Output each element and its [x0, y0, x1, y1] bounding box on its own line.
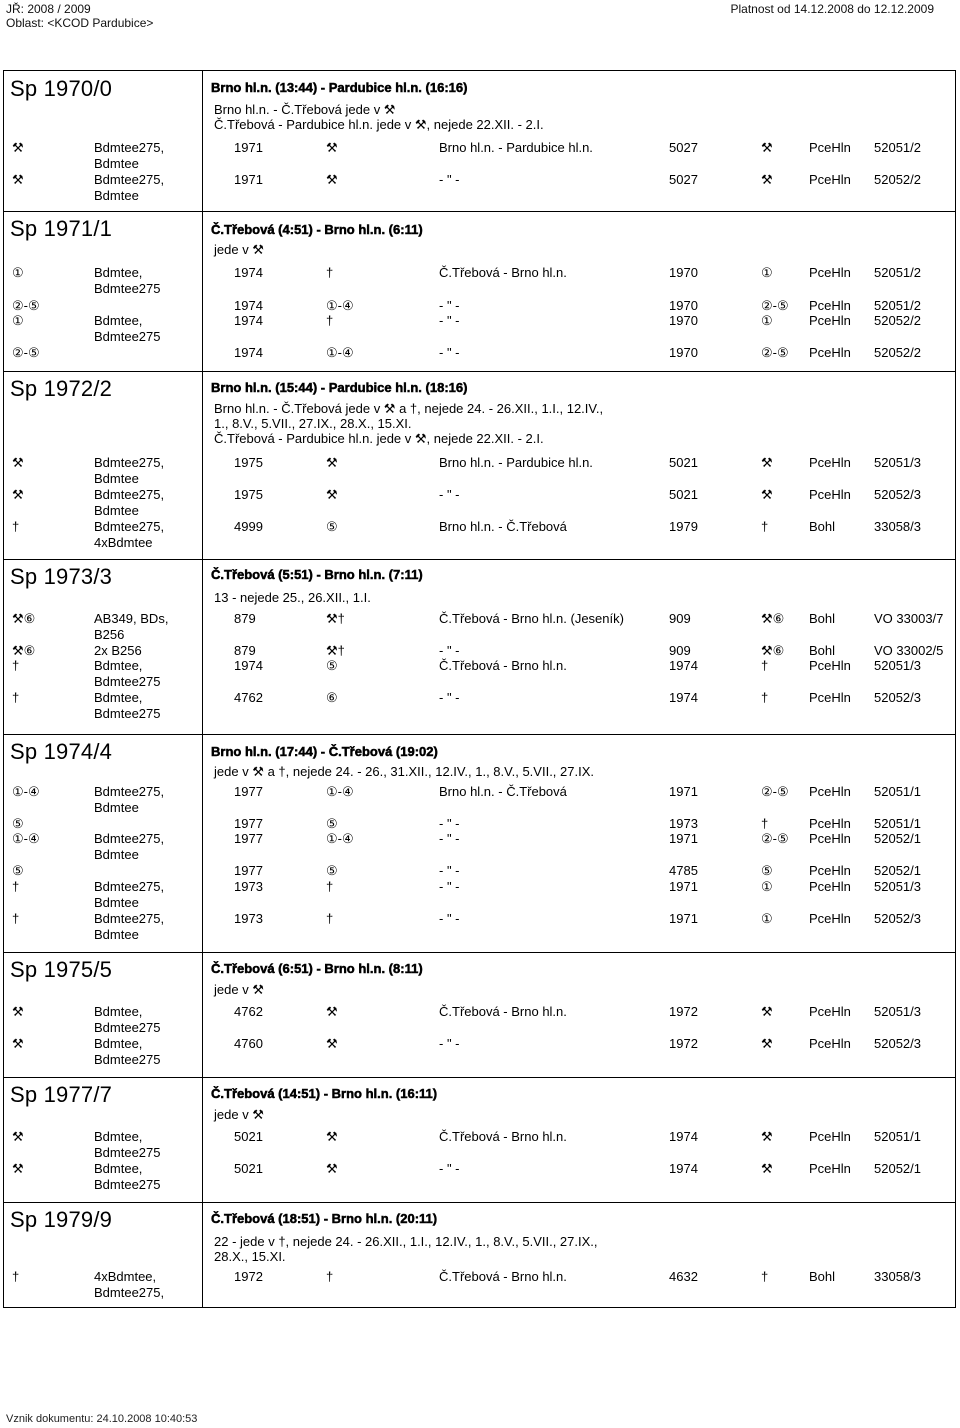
stock-composition: Bdmtee275	[94, 281, 161, 296]
route-heading: Č.Třebová (6:51) - Brno hl.n. (8:11)	[211, 961, 423, 976]
route-note: jede v ⚒	[214, 1107, 264, 1122]
days-symbol: ⚒	[12, 455, 24, 470]
days-symbol: ⚒⑥	[12, 643, 36, 658]
turn-code: 52051/2	[874, 140, 921, 155]
route-note: jede v ⚒	[214, 982, 264, 997]
turn-code: VO 33003/7	[874, 611, 944, 626]
turn-code: 52052/3	[874, 690, 921, 705]
run-days: †	[326, 313, 334, 328]
train-id: Sp 1973/3	[10, 564, 113, 589]
stock-composition: Bdmtee275	[94, 329, 161, 344]
route-note: jede v ⚒ a †, nejede 24. - 26., 31.XII., 12.IV., 1., 8.V., 5.VII., 27.IX.	[214, 764, 594, 779]
link-days: ⚒	[761, 1129, 773, 1144]
train-number: 1971	[234, 140, 263, 155]
turn-code: 33058/3	[874, 1269, 921, 1284]
days-symbol: ①	[12, 265, 24, 280]
link-days: ⚒	[761, 140, 773, 155]
train-number: 1971	[234, 172, 263, 187]
days-symbol: ①	[12, 313, 24, 328]
depot: PceHln	[809, 455, 851, 470]
days-symbol: †	[12, 658, 20, 673]
turn-code: 52051/2	[874, 298, 921, 313]
row-route: - " -	[439, 690, 460, 705]
train-number: 1977	[234, 863, 263, 878]
run-days: ⑤	[326, 519, 338, 534]
train-id: Sp 1974/4	[10, 739, 113, 764]
route-note: Brno hl.n. - Č.Třebová jede v ⚒ a †, nejede 24. - 26.XII., 1.I., 12.IV.,	[214, 401, 604, 416]
run-days: ⚒	[326, 1129, 338, 1144]
days-symbol: ⚒	[12, 1036, 24, 1051]
link-number: 1974	[669, 658, 698, 673]
depot: PceHln	[809, 265, 851, 280]
link-number: 909	[669, 611, 691, 626]
turn-code: 52052/1	[874, 1161, 921, 1176]
train-number: 1973	[234, 879, 263, 894]
days-symbol: †	[12, 879, 20, 894]
row-route: Č.Třebová - Brno hl.n.	[439, 265, 567, 280]
link-number: 909	[669, 643, 691, 658]
link-number: 1974	[669, 1129, 698, 1144]
stock-composition: Bdmtee,	[94, 1036, 143, 1051]
link-number: 1972	[669, 1004, 698, 1019]
route-heading: Č.Třebová (4:51) - Brno hl.n. (6:11)	[211, 222, 423, 237]
stock-composition: Bdmtee,	[94, 313, 143, 328]
link-number: 1971	[669, 911, 698, 926]
train-id: Sp 1970/0	[10, 76, 113, 101]
timetable	[3, 70, 956, 1308]
train-number: 879	[234, 643, 256, 658]
depot: PceHln	[809, 298, 851, 313]
row-route: - " -	[439, 863, 460, 878]
run-days: ⚒	[326, 1004, 338, 1019]
train-id: Sp 1971/1	[10, 216, 113, 241]
link-days: †	[761, 519, 769, 534]
train-number: 4762	[234, 690, 263, 705]
header-left-line2: Oblast: <KCOD Pardubice>	[6, 16, 154, 30]
link-number: 5027	[669, 140, 698, 155]
train-number: 4762	[234, 1004, 263, 1019]
depot: Bohl	[809, 643, 836, 658]
route-note: 22 - jede v †, nejede 24. - 26.XII., 1.I., 12.IV., 1., 8.V., 5.VII., 27.IX.,	[214, 1234, 598, 1249]
train-number: 1977	[234, 784, 263, 799]
stock-composition: Bdmtee	[94, 188, 139, 203]
days-symbol: ①-④	[12, 784, 40, 799]
link-number: 1970	[669, 313, 698, 328]
row-route: - " -	[439, 487, 460, 502]
train-number: 4760	[234, 1036, 263, 1051]
depot: PceHln	[809, 1161, 851, 1176]
stock-composition: B256	[94, 627, 125, 642]
link-days: ②-⑤	[761, 298, 789, 313]
link-days: ⚒⑥	[761, 643, 785, 658]
depot: PceHln	[809, 816, 851, 831]
turn-code: 52052/1	[874, 831, 921, 846]
stock-composition: Bdmtee275,	[94, 487, 165, 502]
run-days: ⚒	[326, 1036, 338, 1051]
days-symbol: †	[12, 690, 20, 705]
train-section	[4, 952, 955, 1078]
run-days: ①-④	[326, 784, 354, 799]
depot: PceHln	[809, 831, 851, 846]
days-symbol: ⚒⑥	[12, 611, 36, 626]
turn-code: 52052/3	[874, 487, 921, 502]
link-days: ⚒	[761, 1161, 773, 1176]
stock-composition: Bdmtee,	[94, 658, 143, 673]
link-number: 1974	[669, 690, 698, 705]
link-number: 1974	[669, 1161, 698, 1176]
depot: PceHln	[809, 690, 851, 705]
turn-code: VO 33002/5	[874, 643, 944, 658]
days-symbol: ⚒	[12, 140, 24, 155]
footer-created: Vznik dokumentu: 24.10.2008 10:40:53	[6, 1413, 198, 1425]
link-days: †	[761, 1269, 769, 1284]
days-symbol: †	[12, 1269, 20, 1284]
route-note: 28.X., 15.XI.	[214, 1249, 286, 1264]
train-number: 1974	[234, 313, 263, 328]
link-number: 1970	[669, 298, 698, 313]
depot: PceHln	[809, 1036, 851, 1051]
run-days: ⑥	[326, 690, 338, 705]
train-section	[4, 1202, 955, 1310]
stock-composition: Bdmtee	[94, 156, 139, 171]
days-symbol: †	[12, 911, 20, 926]
train-section	[4, 371, 955, 560]
link-days: ⚒⑥	[761, 611, 785, 626]
depot: Bohl	[809, 519, 836, 534]
turn-code: 52051/3	[874, 455, 921, 470]
stock-composition: Bdmtee275,	[94, 831, 165, 846]
row-route: Brno hl.n. - Č.Třebová	[439, 519, 567, 534]
days-symbol: ⑤	[12, 863, 24, 878]
train-section	[4, 211, 955, 372]
turn-code: 52051/3	[874, 1004, 921, 1019]
days-symbol: ⚒	[12, 172, 24, 187]
stock-composition: 2x B256	[94, 643, 142, 658]
depot: Bohl	[809, 611, 836, 626]
stock-composition: Bdmtee275	[94, 1020, 161, 1035]
route-note: 1., 8.V., 5.VII., 27.IX., 28.X., 15.XI.	[214, 416, 412, 431]
run-days: ⑤	[326, 863, 338, 878]
run-days: ①-④	[326, 298, 354, 313]
run-days: ⚒	[326, 1161, 338, 1176]
depot: PceHln	[809, 658, 851, 673]
stock-composition: Bdmtee275,	[94, 140, 165, 155]
link-number: 1971	[669, 784, 698, 799]
run-days: ⑤	[326, 816, 338, 831]
stock-composition: Bdmtee	[94, 800, 139, 815]
train-id: Sp 1975/5	[10, 957, 113, 982]
run-days: †	[326, 911, 334, 926]
row-route: - " -	[439, 831, 460, 846]
days-symbol: ②-⑤	[12, 345, 40, 360]
route-heading: Brno hl.n. (17:44) - Č.Třebová (19:02)	[211, 744, 438, 759]
link-days: †	[761, 816, 769, 831]
train-number: 1975	[234, 455, 263, 470]
header-right: Platnost od 14.12.2008 do 12.12.2009	[730, 2, 934, 16]
turn-code: 52052/2	[874, 172, 921, 187]
train-number: 5021	[234, 1129, 263, 1144]
row-route: Č.Třebová - Brno hl.n. (Jeseník)	[439, 611, 624, 626]
run-days: ①-④	[326, 345, 354, 360]
depot: PceHln	[809, 345, 851, 360]
route-note: jede v ⚒	[214, 242, 264, 257]
train-number: 1973	[234, 911, 263, 926]
train-section	[4, 1077, 955, 1203]
link-number: 1971	[669, 879, 698, 894]
link-days: ⚒	[761, 1004, 773, 1019]
route-heading: Č.Třebová (5:51) - Brno hl.n. (7:11)	[211, 567, 423, 582]
days-symbol: †	[12, 519, 20, 534]
train-number: 879	[234, 611, 256, 626]
stock-composition: Bdmtee275,	[94, 879, 165, 894]
stock-composition: Bdmtee,	[94, 265, 143, 280]
link-days: ①	[761, 265, 773, 280]
run-days: ⑤	[326, 658, 338, 673]
turn-code: 52051/3	[874, 879, 921, 894]
turn-code: 52052/3	[874, 1036, 921, 1051]
row-route: - " -	[439, 172, 460, 187]
run-days: †	[326, 265, 334, 280]
depot: PceHln	[809, 1004, 851, 1019]
stock-composition: Bdmtee	[94, 847, 139, 862]
days-symbol: ⑤	[12, 816, 24, 831]
route-heading: Brno hl.n. (13:44) - Pardubice hl.n. (16:16)	[211, 80, 468, 95]
stock-composition: Bdmtee	[94, 895, 139, 910]
turn-code: 52051/1	[874, 784, 921, 799]
train-id: Sp 1979/9	[10, 1207, 113, 1232]
turn-code: 52052/2	[874, 313, 921, 328]
link-number: 1970	[669, 345, 698, 360]
row-route: - " -	[439, 298, 460, 313]
turn-code: 52051/1	[874, 1129, 921, 1144]
row-route: - " -	[439, 313, 460, 328]
link-number: 1973	[669, 816, 698, 831]
link-days: ①	[761, 911, 773, 926]
depot: PceHln	[809, 487, 851, 502]
row-route: - " -	[439, 643, 460, 658]
link-days: ⚒	[761, 487, 773, 502]
depot: PceHln	[809, 784, 851, 799]
row-route: - " -	[439, 1036, 460, 1051]
stock-composition: AB349, BDs,	[94, 611, 169, 626]
train-number: 5021	[234, 1161, 263, 1176]
stock-composition: Bdmtee	[94, 927, 139, 942]
depot: Bohl	[809, 1269, 836, 1284]
stock-composition: Bdmtee275	[94, 1052, 161, 1067]
turn-code: 52052/1	[874, 863, 921, 878]
row-route: Brno hl.n. - Pardubice hl.n.	[439, 140, 593, 155]
stock-composition: Bdmtee,	[94, 1004, 143, 1019]
row-route: - " -	[439, 345, 460, 360]
days-symbol: ⚒	[12, 1004, 24, 1019]
turn-code: 52051/2	[874, 265, 921, 280]
route-heading: Brno hl.n. (15:44) - Pardubice hl.n. (18:16)	[211, 380, 468, 395]
route-note: 13 - nejede 25., 26.XII., 1.I.	[214, 590, 371, 605]
run-days: ⚒	[326, 140, 338, 155]
turn-code: 52052/2	[874, 345, 921, 360]
stock-composition: Bdmtee275,	[94, 519, 165, 534]
train-id: Sp 1977/7	[10, 1082, 113, 1107]
stock-composition: Bdmtee	[94, 503, 139, 518]
link-days: ⚒	[761, 172, 773, 187]
link-days: ②-⑤	[761, 831, 789, 846]
stock-composition: 4xBdmtee	[94, 535, 153, 550]
link-days: ②-⑤	[761, 784, 789, 799]
run-days: ⚒†	[326, 611, 345, 626]
stock-composition: Bdmtee,	[94, 690, 143, 705]
depot: PceHln	[809, 313, 851, 328]
stock-composition: Bdmtee275,	[94, 911, 165, 926]
header-left-line1: JŘ: 2008 / 2009	[6, 2, 91, 16]
run-days: †	[326, 1269, 334, 1284]
days-symbol: ⚒	[12, 1129, 24, 1144]
depot: PceHln	[809, 863, 851, 878]
link-number: 5021	[669, 487, 698, 502]
row-route: Č.Třebová - Brno hl.n.	[439, 1269, 567, 1284]
row-route: - " -	[439, 1161, 460, 1176]
turn-code: 52052/3	[874, 911, 921, 926]
link-number: 1971	[669, 831, 698, 846]
turn-code: 52051/1	[874, 816, 921, 831]
turn-code: 33058/3	[874, 519, 921, 534]
run-days: ⚒	[326, 487, 338, 502]
days-symbol: ⚒	[12, 487, 24, 502]
depot: PceHln	[809, 879, 851, 894]
row-route: - " -	[439, 816, 460, 831]
turn-code: 52051/3	[874, 658, 921, 673]
link-days: ①	[761, 879, 773, 894]
link-number: 1972	[669, 1036, 698, 1051]
run-days: ⚒	[326, 172, 338, 187]
stock-composition: Bdmtee275,	[94, 172, 165, 187]
row-route: Č.Třebová - Brno hl.n.	[439, 658, 567, 673]
row-route: Brno hl.n. - Č.Třebová	[439, 784, 567, 799]
stock-composition: Bdmtee275,	[94, 455, 165, 470]
link-days: ⚒	[761, 455, 773, 470]
route-note: Č.Třebová - Pardubice hl.n. jede v ⚒, nejede 22.XII. - 2.I.	[214, 117, 544, 132]
days-symbol: ②-⑤	[12, 298, 40, 313]
row-route: Č.Třebová - Brno hl.n.	[439, 1129, 567, 1144]
run-days: ①-④	[326, 831, 354, 846]
train-number: 1974	[234, 298, 263, 313]
depot: PceHln	[809, 911, 851, 926]
row-route: Č.Třebová - Brno hl.n.	[439, 1004, 567, 1019]
run-days: ⚒	[326, 455, 338, 470]
stock-composition: Bdmtee275	[94, 1177, 161, 1192]
stock-composition: Bdmtee275,	[94, 784, 165, 799]
link-days: †	[761, 658, 769, 673]
link-days: ⑤	[761, 863, 773, 878]
days-symbol: ⚒	[12, 1161, 24, 1176]
train-section	[4, 734, 955, 953]
train-section	[4, 71, 955, 211]
train-number: 4999	[234, 519, 263, 534]
link-number: 1979	[669, 519, 698, 534]
stock-composition: Bdmtee275,	[94, 1285, 165, 1300]
row-route: - " -	[439, 911, 460, 926]
stock-composition: Bdmtee275	[94, 674, 161, 689]
link-number: 5021	[669, 455, 698, 470]
stock-composition: Bdmtee,	[94, 1161, 143, 1176]
link-days: ②-⑤	[761, 345, 789, 360]
depot: PceHln	[809, 1129, 851, 1144]
stock-composition: Bdmtee	[94, 471, 139, 486]
days-symbol: ①-④	[12, 831, 40, 846]
link-days: †	[761, 690, 769, 705]
train-section	[4, 559, 955, 735]
row-route: Brno hl.n. - Pardubice hl.n.	[439, 455, 593, 470]
train-number: 1977	[234, 831, 263, 846]
train-number: 1975	[234, 487, 263, 502]
route-heading: Č.Třebová (18:51) - Brno hl.n. (20:11)	[211, 1211, 438, 1226]
run-days: ⚒†	[326, 643, 345, 658]
depot: PceHln	[809, 172, 851, 187]
train-number: 1974	[234, 345, 263, 360]
link-days: ①	[761, 313, 773, 328]
link-number: 1970	[669, 265, 698, 280]
route-note: Č.Třebová - Pardubice hl.n. jede v ⚒, nejede 22.XII. - 2.I.	[214, 431, 544, 446]
route-note: Brno hl.n. - Č.Třebová jede v ⚒	[214, 102, 396, 117]
row-route: - " -	[439, 879, 460, 894]
train-number: 1972	[234, 1269, 263, 1284]
stock-composition: Bdmtee,	[94, 1129, 143, 1144]
depot: PceHln	[809, 140, 851, 155]
stock-composition: 4xBdmtee,	[94, 1269, 157, 1284]
link-number: 5027	[669, 172, 698, 187]
route-heading: Č.Třebová (14:51) - Brno hl.n. (16:11)	[211, 1086, 438, 1101]
link-number: 4632	[669, 1269, 698, 1284]
train-number: 1974	[234, 658, 263, 673]
run-days: †	[326, 879, 334, 894]
stock-composition: Bdmtee275	[94, 706, 161, 721]
train-number: 1974	[234, 265, 263, 280]
train-id: Sp 1972/2	[10, 376, 113, 401]
link-days: ⚒	[761, 1036, 773, 1051]
link-number: 4785	[669, 863, 698, 878]
stock-composition: Bdmtee275	[94, 1145, 161, 1160]
train-number: 1977	[234, 816, 263, 831]
